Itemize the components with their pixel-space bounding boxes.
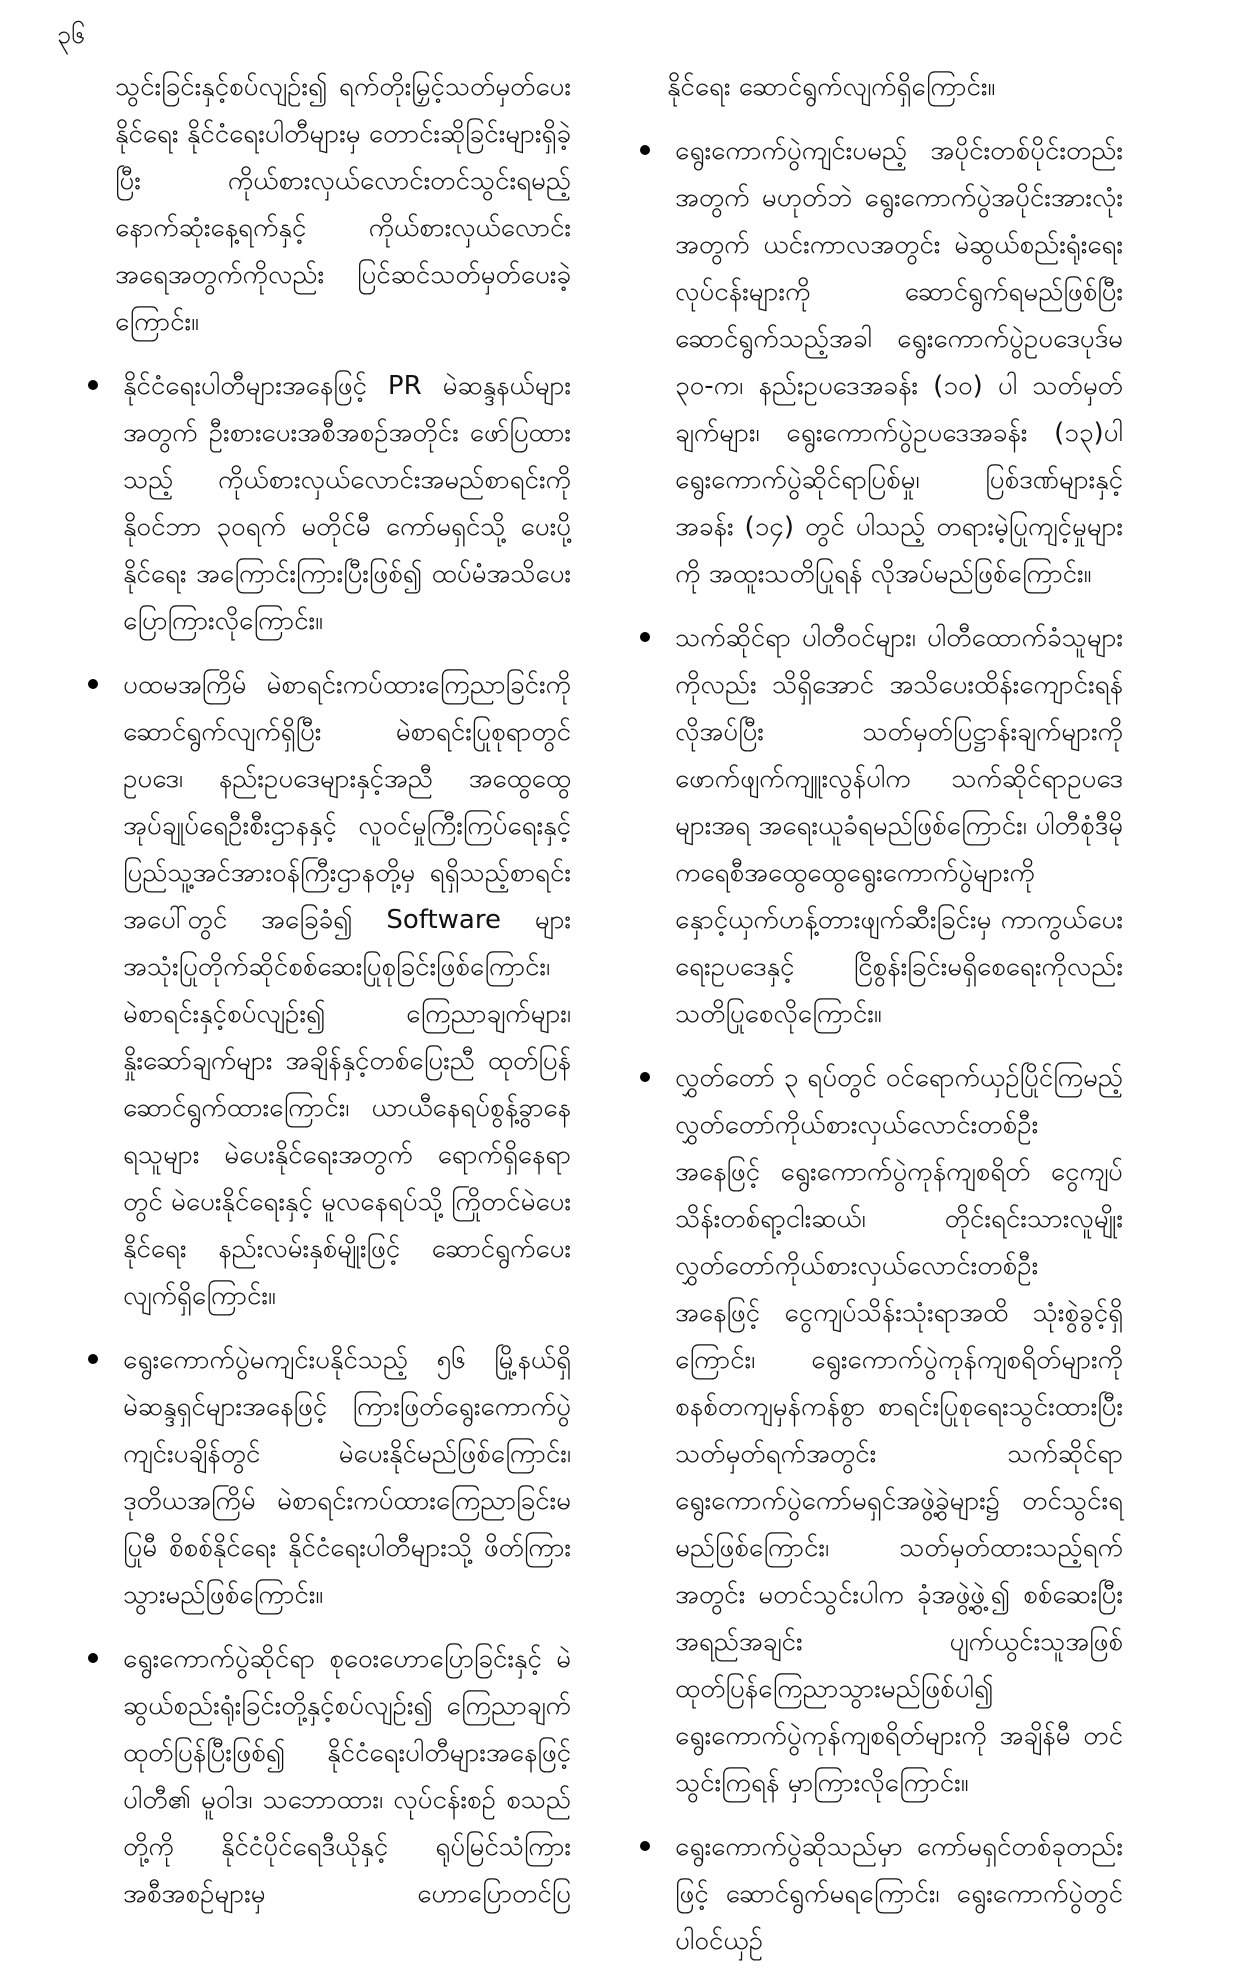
bullet-dot-icon — [88, 380, 98, 390]
paragraph-text: သွင်းခြင်းနှင့်စပ်လျဉ်း၍ ရက်တိုးမြှင့်သတ်မှတ်ပေးနိုင်ရေး နိုင်ငံရေးပါတီများမှ တောင်းဆိုခြင်းများရှိခဲ့ပြီး ကိုယ်စားလှယ်လောင်းတင်သွင်းရမည့် နောက်ဆုံးနေ့ရက်နှင့် ကိုယ်စားလှယ်လောင်းအရေအတွက်ကိုလည်း ပြင်ဆင်သတ်မှတ်ပေးခဲ့ကြောင်း။ — [115, 72, 571, 337]
bullet-item — [85, 363, 571, 645]
bullet-item — [637, 128, 1123, 598]
bullet-dot-icon — [88, 1653, 98, 1663]
bullet-item — [85, 662, 571, 1320]
bullet-item — [637, 1824, 1123, 1965]
bullet-dot-icon — [640, 1072, 650, 1082]
bullet-text: လွှတ်တော် ၃ ရပ်တွင် ဝင်ရောက်ယှဉ်ပြိုင်ကြမည့် လွှတ်တော်ကိုယ်စားလှယ်လောင်းတစ်ဦးအနေဖြင့် ရွေးကောက်ပွဲကုန်ကျစရိတ် ငွေကျပ်သိန်းတစ်ရာ့ငါးဆယ်၊ တိုင်းရင်းသားလူမျိုး လွှတ်တော်ကိုယ်စားလှယ်လောင်းတစ်ဦးအနေဖြင့် ငွေကျပ်သိန်းသုံးရာအထိ သုံးစွဲခွင့်ရှိကြောင်း၊ ရွေးကောက်ပွဲကုန်ကျစရိတ်များကို စနစ်တကျမှန်ကန်စွာ စာရင်းပြုစုရေးသွင်းထားပြီး သတ်မှတ်ရက်အတွင်း သက်ဆိုင်ရာရွေးကောက်ပွဲကော်မရှင်အဖွဲ့ခွဲများ၌ တင်သွင်းရမည်ဖြစ်ကြောင်း၊ သတ်မှတ်ထားသည့်ရက်အတွင်း မတင်သွင်းပါက ခုံအဖွဲ့ဖွဲ့၍ စစ်ဆေးပြီး အရည်အချင်း ပျက်ယွင်းသူအဖြစ် ထုတ်ပြန်ကြေညာသွားမည်ဖြစ်ပါ၍ ရွေးကောက်ပွဲကုန်ကျစရိတ်များကို အချိန်မီ တင်သွင်းကြရန် မှာကြားလိုကြောင်း။ — [675, 1063, 1123, 1798]
bullet-text: သက်ဆိုင်ရာ ပါတီဝင်များ၊ ပါတီထောက်ခံသူများကိုလည်း သိရှိအောင် အသိပေးထိန်းကျောင်းရန် လိုအပ်ပြီး သတ်မှတ်ပြဋ္ဌာန်းချက်များကို ဖောက်ဖျက်ကျူးလွန်ပါက သက်ဆိုင်ရာဥပဒေများအရ အရေးယူခံရမည်ဖြစ်ကြောင်း၊ ပါတီစုံဒီမိုကရေစီအထွေထွေရွေးကောက်ပွဲများကို နှောင့်ယှက်ဟန့်တားဖျက်ဆီးခြင်းမှ ကာကွယ်ပေးရေးဥပဒေနှင့် ငြိစွန်းခြင်းမရှိစေရေးကိုလည်း သတိပြုစေလိုကြောင်း။ — [675, 623, 1123, 1029]
bullet-item — [85, 1337, 571, 1619]
bullet-item — [637, 615, 1123, 1038]
bullet-text: ရွေးကောက်ပွဲဆိုသည်မှာ ကော်မရှင်တစ်ခုတည်းဖြင့် ဆောင်ရွက်မရကြောင်း၊ ရွေးကောက်ပွဲတွင် ပါဝင်ယှဉ် — [675, 1832, 1123, 1956]
bullet-text: ပထမအကြိမ် မဲစာရင်းကပ်ထားကြေညာခြင်းကို ဆောင်ရွက်လျက်ရှိပြီး မဲစာရင်းပြုစုရာတွင် ဥပဒေ၊ နည်းဥပဒေများနှင့်အညီ အထွေထွေအုပ်ချုပ်ရေဦးစီးဌာနနှင့် လူဝင်မှုကြီးကြပ်ရေးနှင့် ပြည်သူ့အင်အားဝန်ကြီးဌာနတို့မှ ရရှိသည့်စာရင်းအပေါ်တွင် အခြေခံ၍ Software များ အသုံးပြုတိုက်ဆိုင်စစ်ဆေးပြုစုခြင်းဖြစ်ကြောင်း၊ မဲစာရင်းနှင့်စပ်လျဉ်း၍ ကြေညာချက်များ၊ နှိုးဆော်ချက်များ အချိန်နှင့်တစ်ပြေးညီ ထုတ်ပြန်ဆောင်ရွက်ထားကြောင်း၊ ယာယီနေရပ်စွန့်ခွာနေရသူများ မဲပေးနိုင်ရေးအတွက် ရောက်ရှိနေရာတွင် မဲပေးနိုင်ရေးနှင့် မူလနေရပ်သို့ ကြိုတင်မဲပေးနိုင်ရေး နည်းလမ်းနှစ်မျိုးဖြင့် ဆောင်ရွက်ပေးလျက်ရှိကြောင်း။ — [123, 670, 571, 1311]
bullet-dot-icon — [88, 679, 98, 689]
bullet-text: ရွေးကောက်ပွဲကျင်းပမည့် အပိုင်းတစ်ပိုင်းတည်းအတွက် မဟုတ်ဘဲ ရွေးကောက်ပွဲအပိုင်းအားလုံးအတွက် ယင်းကာလအတွင်း မဲဆွယ်စည်းရုံးရေးလုပ်ငန်းများကို ဆောင်ရွက်ရမည်ဖြစ်ပြီး ဆောင်ရွက်သည့်အခါ ရွေးကောက်ပွဲဥပဒေပုဒ်မ ၃၀-က၊ နည်းဥပဒေအခန်း (၁၀) ပါ သတ်မှတ်ချက်များ၊ ရွေးကောက်ပွဲဥပဒေအခန်း (၁၃)ပါ ရွေးကောက်ပွဲဆိုင်ရာပြစ်မှု၊ ပြစ်ဒဏ်များနှင့် အခန်း (၁၄) တွင် ပါသည့် တရားမဲ့ပြုကျင့်မှုများကို အထူးသတိပြုရန် လိုအပ်မည်ဖြစ်ကြောင်း။ — [675, 136, 1123, 589]
bullet-item — [637, 1055, 1123, 1807]
bullet-dot-icon — [88, 1354, 98, 1364]
bullet-text: နိုင်ငံရေးပါတီများအနေဖြင့် PR မဲဆန္ဒနယ်များအတွက် ဦးစားပေးအစီအစဉ်အတိုင်း ဖော်ပြထားသည့် ကိုယ်စားလှယ်လောင်းအမည်စာရင်းကို နိုဝင်ဘာ ၃၀ရက် မတိုင်မီ ကော်မရှင်သို့ ပေးပို့နိုင်ရေး အကြောင်းကြားပြီးဖြစ်၍ ထပ်မံအသိပေးပြောကြားလိုကြောင်း။ — [123, 371, 571, 636]
bullet-dot-icon — [640, 632, 650, 642]
bullet-dot-icon — [640, 145, 650, 155]
bullet-text: ရွေးကောက်ပွဲဆိုင်ရာ စုဝေးဟောပြောခြင်းနှင့် မဲဆွယ်စည်းရုံးခြင်းတို့နှင့်စပ်လျဉ်း၍ ကြေညာချက် ထုတ်ပြန်ပြီးဖြစ်၍ နိုင်ငံရေးပါတီများအနေဖြင့် ပါတီ၏ မူဝါဒ၊ သဘောထား၊ လုပ်ငန်းစဉ် စသည်တို့ကို နိုင်ငံပိုင်ရေဒီယိုနှင့် ရုပ်မြင်သံကြားအစီအစဉ်များမှ ဟောပြောတင်ပြ — [123, 1644, 571, 1909]
paragraph — [637, 64, 1123, 111]
bullet-dot-icon — [640, 1841, 650, 1851]
bullet-item — [85, 1636, 571, 1918]
paragraph — [85, 64, 571, 346]
paragraph-text: နိုင်ရေး ဆောင်ရွက်လျက်ရှိကြောင်း။ — [667, 72, 996, 102]
page-number: ၃၆ — [57, 20, 86, 49]
left-text-column — [85, 64, 571, 1935]
bullet-text: ရွေးကောက်ပွဲမကျင်းပနိုင်သည့် ၅၆ မြို့နယ်ရှိ မဲဆန္ဒရှင်များအနေဖြင့် ကြားဖြတ်ရွေးကောက်ပွဲကျင်းပချိန်တွင် မဲပေးနိုင်မည်ဖြစ်ကြောင်း၊ ဒုတိယအကြိမ် မဲစာရင်းကပ်ထားကြေညာခြင်းမပြုမီ စိစစ်နိုင်ရေး နိုင်ငံရေးပါတီများသို့ ဖိတ်ကြားသွားမည်ဖြစ်ကြောင်း။ — [123, 1345, 571, 1610]
right-text-column — [637, 64, 1123, 1982]
